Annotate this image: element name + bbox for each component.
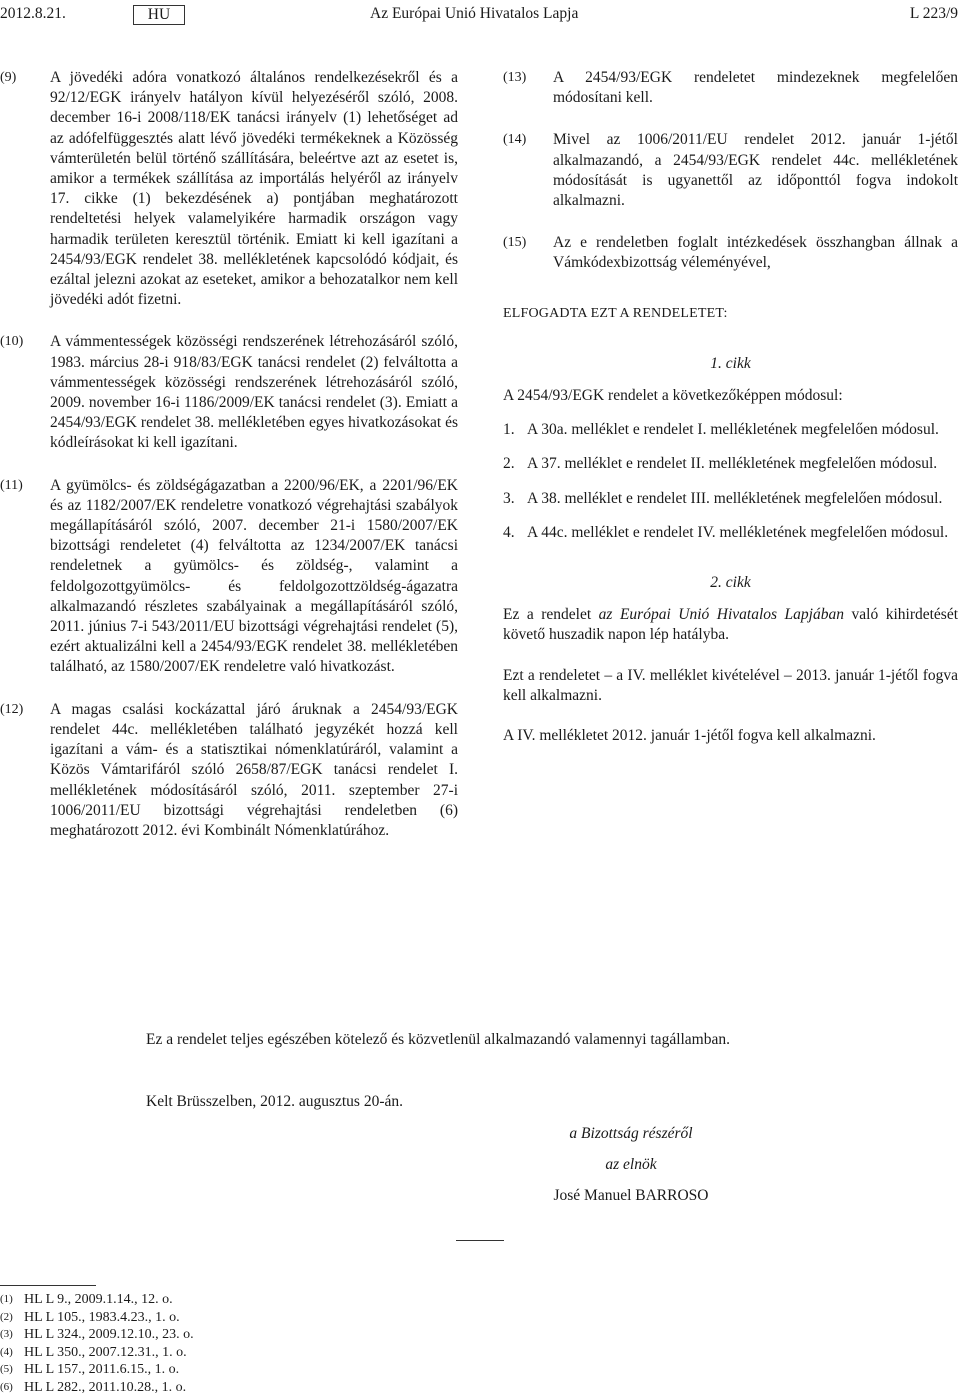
adoption-statement: ELFOGADTA EZT A RENDELETET: (503, 305, 728, 321)
footnote (0, 1326, 194, 1344)
recital (0, 332, 458, 453)
article-1-title: 1. cikk (710, 354, 751, 372)
article-2-title: 2. cikk (710, 574, 751, 592)
footnote (0, 1309, 194, 1327)
amendment-number: 3. (503, 489, 515, 507)
right-column (503, 68, 958, 746)
signature-block (503, 1124, 759, 1218)
amendment-item (503, 523, 958, 543)
page-header (0, 4, 960, 26)
footnote-mark: (5) (0, 1363, 13, 1376)
footnote-mark: (2) (0, 1310, 13, 1323)
footnote-text: HL L 157., 2011.6.15., 1. o. (24, 1362, 180, 1378)
signature-role: az elnök (605, 1156, 657, 1174)
recital-text: Mivel az 1006/2011/EU rendelet 2012. január 1-jétől alkalmazandó, a 2454/93/EGK rendelet 44c. mellékletének módosítását is ugyanettől az időponttól fogva indokolt alkalmazni. (553, 131, 958, 210)
recital (0, 68, 458, 310)
recital-number: (10) (0, 334, 24, 350)
recital-text: A gyümölcs- és zöldségágazatban a 2200/96/EK, a 2201/96/EK és az 1182/2007/EK rendeletre vonatkozó végrehajtási szabályok megállapításáról szóló, 2007. december 21-i 1580/2007/EK bizottsági rendeletet (4) felváltotta az 1234/2007/EK tanácsi rendeletnek a gyümölcs- és zöldség-, valamint a feldolgozottgyümölcs- és feldolgozottzöldség-ágazatra alkalmazandó részletes szabályainak a megállapításáról szóló, 2011. június 7-i 543/2011/EU bizottsági végrehajtási rendelet (5), ezért aktualizálni kell a 2454/93/EGK rendelet 38. mellékletében található, az 1580/2007/EK rendeletre való hivatkozást. (50, 476, 458, 676)
footnote (0, 1291, 194, 1309)
recital-number: (12) (0, 701, 24, 717)
footnote-text: HL L 9., 2009.1.14., 12. o. (24, 1292, 173, 1307)
amendment-text: A 30a. melléklet e rendelet I. mellékletének megfelelően módosul. (527, 421, 939, 439)
article-2-text: Ez a rendelet (503, 606, 599, 624)
publication-date: 2012.8.21. (0, 5, 66, 22)
recital-number: (14) (503, 132, 527, 148)
footnote-mark: (3) (0, 1328, 13, 1341)
footnote-mark: (4) (0, 1345, 13, 1358)
footnote-text: HL L 350., 2007.12.31., 1. o. (24, 1344, 187, 1360)
recital (503, 68, 958, 108)
signatory-name: José Manuel BARROSO (553, 1187, 709, 1205)
footnote (0, 1361, 194, 1379)
amendment-number: 1. (503, 421, 515, 439)
footnote-mark: (6) (0, 1380, 13, 1393)
recital-number: (11) (0, 477, 23, 493)
recital-number: (13) (503, 70, 527, 85)
place-and-date: Kelt Brüsszelben, 2012. augusztus 20-án. (146, 1093, 403, 1111)
left-column (0, 68, 458, 863)
separator (456, 1240, 504, 1241)
page-number: L 223/9 (909, 5, 958, 22)
footnote-mark: (1) (0, 1293, 13, 1305)
footnote (0, 1344, 194, 1362)
language-badge: HU (133, 5, 185, 25)
article-2-entry-into-force (503, 605, 958, 645)
footnote-text: HL L 105., 1983.4.23., 1. o. (24, 1309, 180, 1325)
footnote (0, 1379, 194, 1397)
amendment-text: A 38. melléklet e rendelet III. mellékletének megfelelően módosul. (527, 489, 943, 507)
recital (503, 233, 958, 273)
footnotes (0, 1291, 194, 1397)
closing-block (146, 1030, 946, 1112)
signature-on-behalf: a Bizottság részéről (569, 1125, 693, 1142)
article-2-application: Ezt a rendeletet – a IV. melléklet kivételével – 2013. január 1-jétől fogva kell alkalmazni. (503, 666, 958, 704)
recital (0, 700, 458, 841)
recital-text: A jövedéki adóra vonatkozó általános rendelkezésekről és a 92/12/EGK irányelv hatályon kívül helyezéséről szóló, 2008. december 16-i 2008/118/EK tanácsi irányelv (1) lehetőséget ad az adófelfüggesztés alatt lévő jövedéki termékeknek a Közösség vámterületén belül történő szállítására, beleértve azt az esetet is, amikor a termékek szállítása az importálás helyéről az irányelv 17. cikke (1) bekezdésének a) pontjában meghatározott rendeltetési helyek valamelyikére harmadik országon vagy harmadik területen keresztül történik. Emiatt ki kell igazítani a 2454/93/EGK rendelet 38. mellékletének kapcsolódó kódjait, és ezáltal jelezni azokat az eseteket, amikor a behozatalkor nem kell jövedéki adót fizetni. (50, 69, 458, 309)
binding-statement: Ez a rendelet teljes egészében kötelező és közvetlenül alkalmazandó valamennyi tagállamban. (146, 1031, 730, 1048)
recital (0, 476, 458, 678)
amendment-number: 2. (503, 455, 515, 473)
article-2-text: való kihirdetését követő huszadik napon lép hatályba. (503, 606, 959, 644)
amendment-text: A 37. melléklet e rendelet II. mellékletének megfelelően módosul. (527, 455, 938, 473)
recital-number: (15) (503, 235, 527, 251)
recital (503, 130, 958, 211)
recital-number: (9) (0, 70, 17, 85)
amendment-item (503, 489, 958, 509)
amendment-number: 4. (503, 523, 515, 541)
article-2-annex-iv-application: A IV. mellékletet 2012. január 1-jétől fogva kell alkalmazni. (503, 727, 876, 745)
recital-text: A magas csalási kockázattal járó áruknak a 2454/93/EGK rendelet 44c. mellékletében található jegyzékét hozzá kell igazítani a vám- és a statisztikai nómenklatúráról, valamint a Közös Vámtarifáról szóló 2658/87/EGK tanácsi rendelet I. mellékletének módosításáról szóló, 2011. szeptember 27-i 1006/2011/EU bizottsági végrehajtási rendeletben (6) meghatározott 2012. évi Kombinált Nómenklatúrához. (50, 700, 458, 839)
footnote-text: HL L 324., 2009.12.10., 23. o. (24, 1327, 194, 1343)
amendment-item (503, 454, 958, 474)
recital-text: A vámmentességek közösségi rendszerének létrehozásáról szóló, 1983. március 28-i 918/83/EGK tanácsi rendelet (2) felváltotta a vámmentességek közösségi rendszerének létrehozásáról szóló, 2009. november 16-i 1186/2009/EK tanácsi rendelet (3). Emiatt a 2454/93/EGK rendelet 38. mellékletében egyes hivatkozásokat és kódleírásokat ki kell igazítani. (50, 333, 458, 452)
article-1-intro: A 2454/93/EGK rendelet a következőképpen módosul: (503, 387, 843, 405)
recital-text: A 2454/93/EGK rendeletet mindezeknek megfelelően módosítani kell. (553, 69, 958, 107)
footnote-separator (0, 1285, 96, 1286)
recital-text: Az e rendeletben foglalt intézkedések összhangban állnak a Vámkódexbizottság véleményével, (553, 234, 958, 272)
journal-title: Az Európai Unió Hivatalos Lapja (370, 5, 579, 22)
amendment-text: A 44c. melléklet e rendelet IV. mellékletének megfelelően módosul. (527, 523, 949, 541)
footnote-text: HL L 282., 2011.10.28., 1. o. (24, 1379, 187, 1395)
journal-reference: az Európai Unió Hivatalos Lapjában (598, 606, 844, 624)
amendment-item (503, 420, 958, 440)
